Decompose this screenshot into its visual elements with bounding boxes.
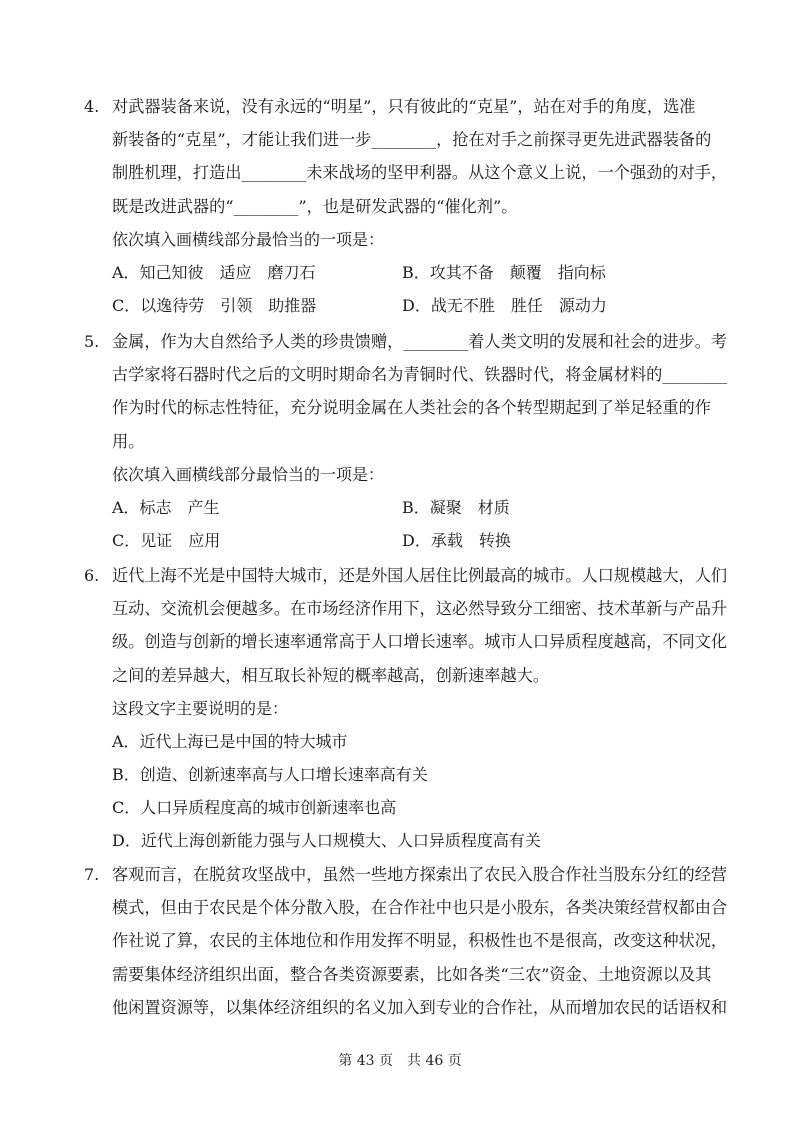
question-prompt: 依次填入画横线部分最恰当的一项是： (112, 464, 385, 484)
question-stem (112, 325, 728, 458)
question-number: 6. (84, 566, 100, 585)
stem-line: 作社说了算，农民的主体地位和作用发挥不明显，积极性也不是很高，改变这种状况， (112, 931, 728, 951)
stem-line: 古学家将石器时代之后的文明时期命名为青铜时代、铁器时代，将金属材料的________ (112, 365, 728, 385)
question-4 (84, 90, 728, 322)
option-b: B．攻其不备 颠覆 指向标 (402, 262, 606, 282)
question-number: 4. (84, 97, 100, 116)
option-c: C．见证 应用 (112, 530, 221, 550)
stem-line: 级。创造与创新的增长速率通常高于人口增长速率。城市人口异质程度越高，不同文化 (112, 632, 728, 652)
stem-line: 客观而言，在脱贫攻坚战中，虽然一些地方探索出了农民入股合作社当股东分红的经营 (112, 865, 728, 884)
option-c: C．人口异质程度高的城市创新速率也高 (112, 797, 397, 817)
question-6 (84, 559, 728, 857)
option-b: B．凝聚 材质 (402, 497, 510, 517)
option-a: A．近代上海已是中国的特大城市 (112, 731, 348, 751)
stem-line: 用。 (112, 431, 145, 451)
page-footer: 第 43 页 共 46 页 (338, 1053, 462, 1069)
stem-line: 对武器装备来说，没有永远的“明星”，只有彼此的“克星”，站在对手的角度，选准 (112, 97, 696, 116)
question-prompt: 这段文字主要说明的是： (112, 698, 289, 718)
option-a: A．标志 产生 (112, 497, 220, 517)
option-d: D．近代上海创新能力强与人口规模大、人口异质程度高有关 (112, 830, 541, 850)
question-prompt: 依次填入画横线部分最恰当的一项是： (112, 229, 385, 249)
option-b: B．创造、创新速率高与人口增长速率高有关 (112, 764, 428, 784)
question-stem (112, 858, 728, 1024)
stem-line: 新装备的“克星”，才能让我们进一步________，抢在对手之前探寻更先进武器装备的 (112, 130, 712, 150)
question-stem (112, 90, 728, 223)
option-c: C．以逸待劳 引领 助推器 (112, 295, 317, 315)
options-grid (112, 256, 724, 322)
stem-line: 既是改进武器的“________”，也是研发武器的“催化剂”。 (112, 196, 518, 216)
stem-line: 互动、交流机会便越多。在市场经济作用下，这必然导致分工细密、技术革新与产品升 (112, 599, 728, 619)
question-stem (112, 559, 728, 692)
option-a: A．知己知彼 适应 磨刀石 (112, 262, 316, 282)
stem-line: 需要集体经济组织出面，整合各类资源要素，比如各类“三农”资金、土地资源以及其 (112, 964, 712, 984)
question-7 (84, 858, 728, 1024)
options-list (112, 725, 724, 857)
stem-line: 制胜机理，打造出________未来战场的坚甲利器。从这个意义上说，一个强劲的对手， (112, 163, 728, 183)
option-d: D．承载 转换 (402, 530, 511, 550)
question-number: 7. (84, 865, 100, 884)
stem-line: 之间的差异越大，相互取长补短的概率越高，创新速率越大。 (112, 665, 550, 685)
stem-line: 金属，作为大自然给予人类的珍贵馈赠，________着人类文明的发展和社会的进步。考 (112, 332, 728, 351)
question-5 (84, 325, 728, 557)
options-grid (112, 491, 724, 557)
stem-line: 作为时代的标志性特征，充分说明金属在人类社会的各个转型期起到了举足轻重的作 (112, 398, 711, 418)
stem-line: 近代上海不光是中国特大城市，还是外国人居住比例最高的城市。人口规模越大，人们 (112, 566, 728, 585)
option-d: D．战无不胜 胜任 源动力 (402, 295, 607, 315)
stem-line: 模式，但由于农民是个体分散入股，在合作社中也只是小股东，各类决策经营权都由合 (112, 898, 728, 918)
question-number: 5. (84, 332, 100, 351)
stem-line: 他闲置资源等，以集体经济组织的名义加入到专业的合作社，从而增加农民的话语权和 (112, 997, 728, 1017)
